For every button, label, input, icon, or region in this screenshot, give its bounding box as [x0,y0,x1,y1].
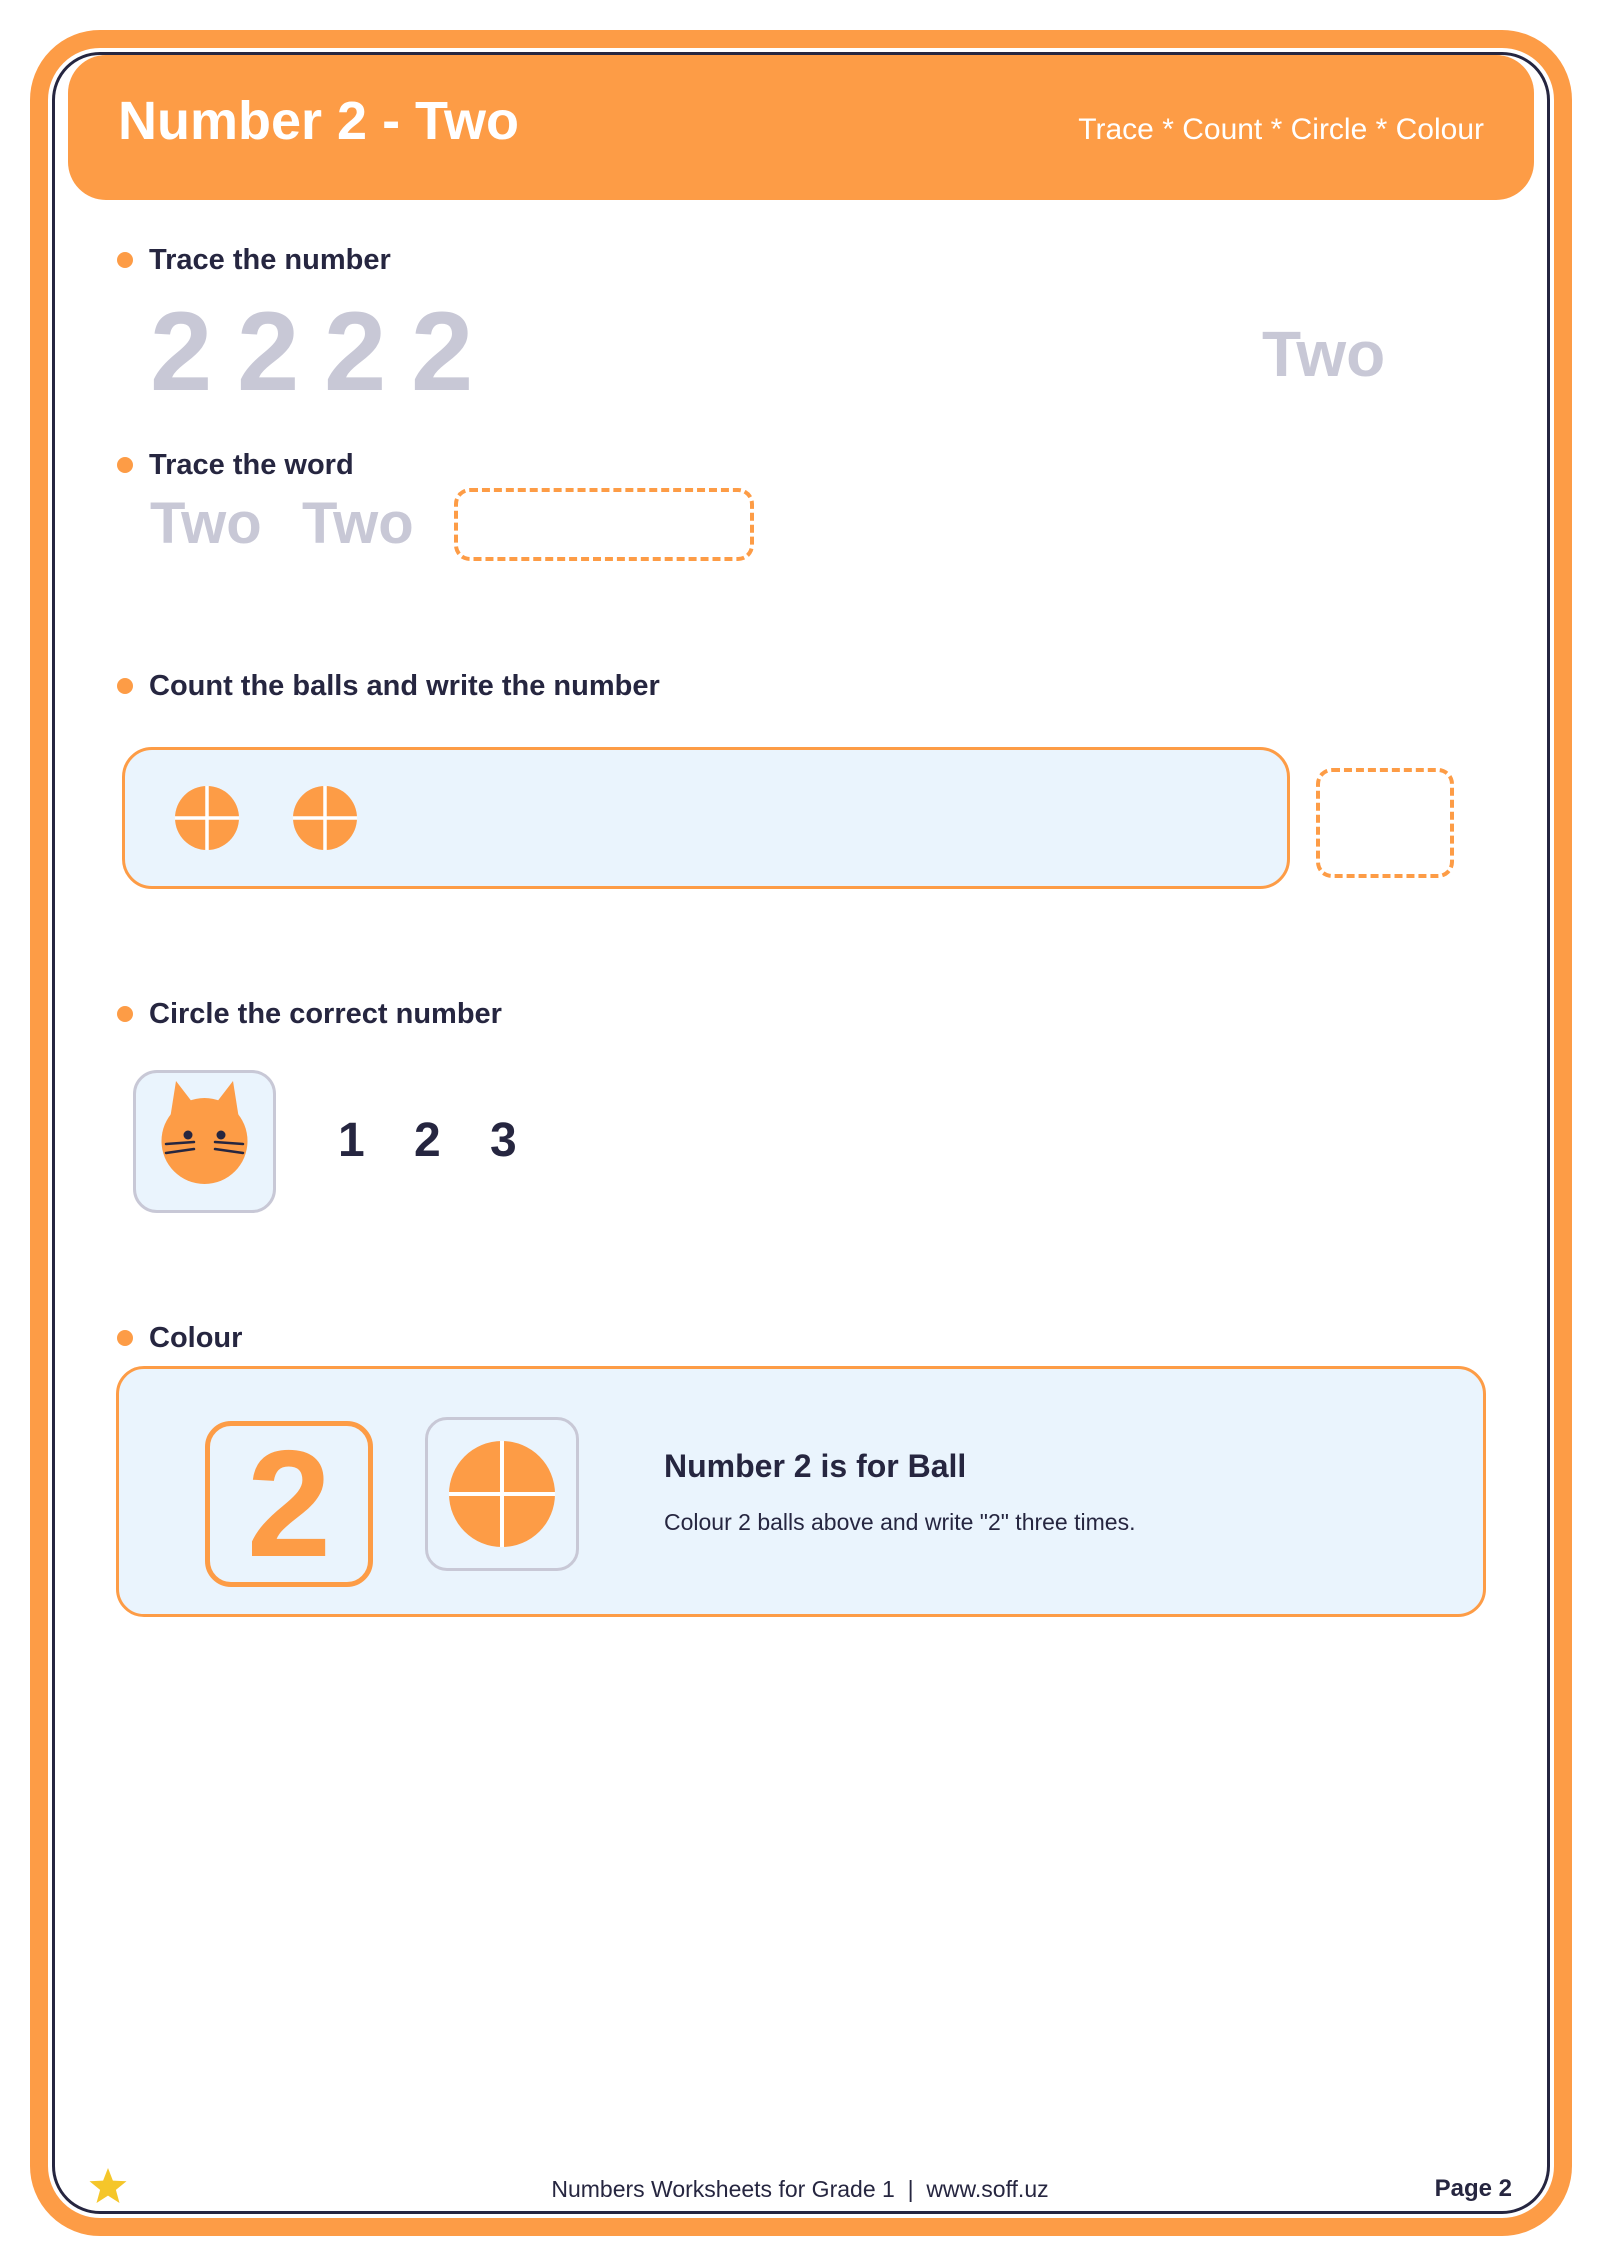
cat-icon [136,1073,273,1210]
bullet-icon [117,1006,133,1022]
section-heading-text: Trace the number [149,243,391,276]
write-word-box[interactable] [454,488,754,561]
section-heading-count [117,666,660,706]
trace-digit: 2 [411,289,474,414]
balls-panel [122,747,1290,889]
ball-icon [428,1420,576,1568]
colour-title: Number 2 is for Ball [664,1448,967,1484]
write-number-box[interactable] [1316,768,1454,878]
big-number: 2 [246,1421,332,1587]
section-heading-text: Colour [149,1321,243,1354]
picture-card [133,1070,276,1213]
colour-description: Colour 2 balls above and write "2" three times. [664,1509,1136,1535]
page-title: Number 2 - Two [118,91,520,151]
section-heading-circle [117,994,502,1034]
bullet-icon [117,678,133,694]
section-heading-trace-word [117,445,354,485]
trace-number-word: Two [1262,318,1386,390]
colour-panel [116,1366,1486,1617]
section-heading-text: Circle the correct number [149,997,502,1030]
header-banner [68,55,1534,200]
big-number-box[interactable] [205,1421,373,1587]
bullet-icon [117,252,133,268]
ball-card[interactable] [425,1417,579,1571]
number-choice-1[interactable]: 1 [338,1114,365,1167]
section-heading-text: Count the balls and write the number [149,669,660,702]
trace-digit: 2 [324,289,387,414]
page-number: Page 2 [1434,2175,1512,2202]
bullet-icon [117,457,133,473]
number-choice-3[interactable]: 3 [490,1114,517,1167]
footer-text: Numbers Worksheets for Grade 1 | www.soff.uz [551,2176,1049,2202]
trace-digit: 2 [237,289,300,414]
page-subtitle: Trace * Count * Circle * Colour [1078,113,1484,146]
trace-digit: 2 [150,289,213,414]
ball-icon [173,784,241,852]
section-heading-colour [117,1318,242,1358]
trace-word: Two [150,491,262,556]
section-heading-trace-number [117,240,391,280]
ball-icon [291,784,359,852]
trace-word: Two [302,491,414,556]
section-heading-text: Trace the word [149,448,354,481]
number-choice-2[interactable]: 2 [414,1114,441,1167]
bullet-icon [117,1330,133,1346]
